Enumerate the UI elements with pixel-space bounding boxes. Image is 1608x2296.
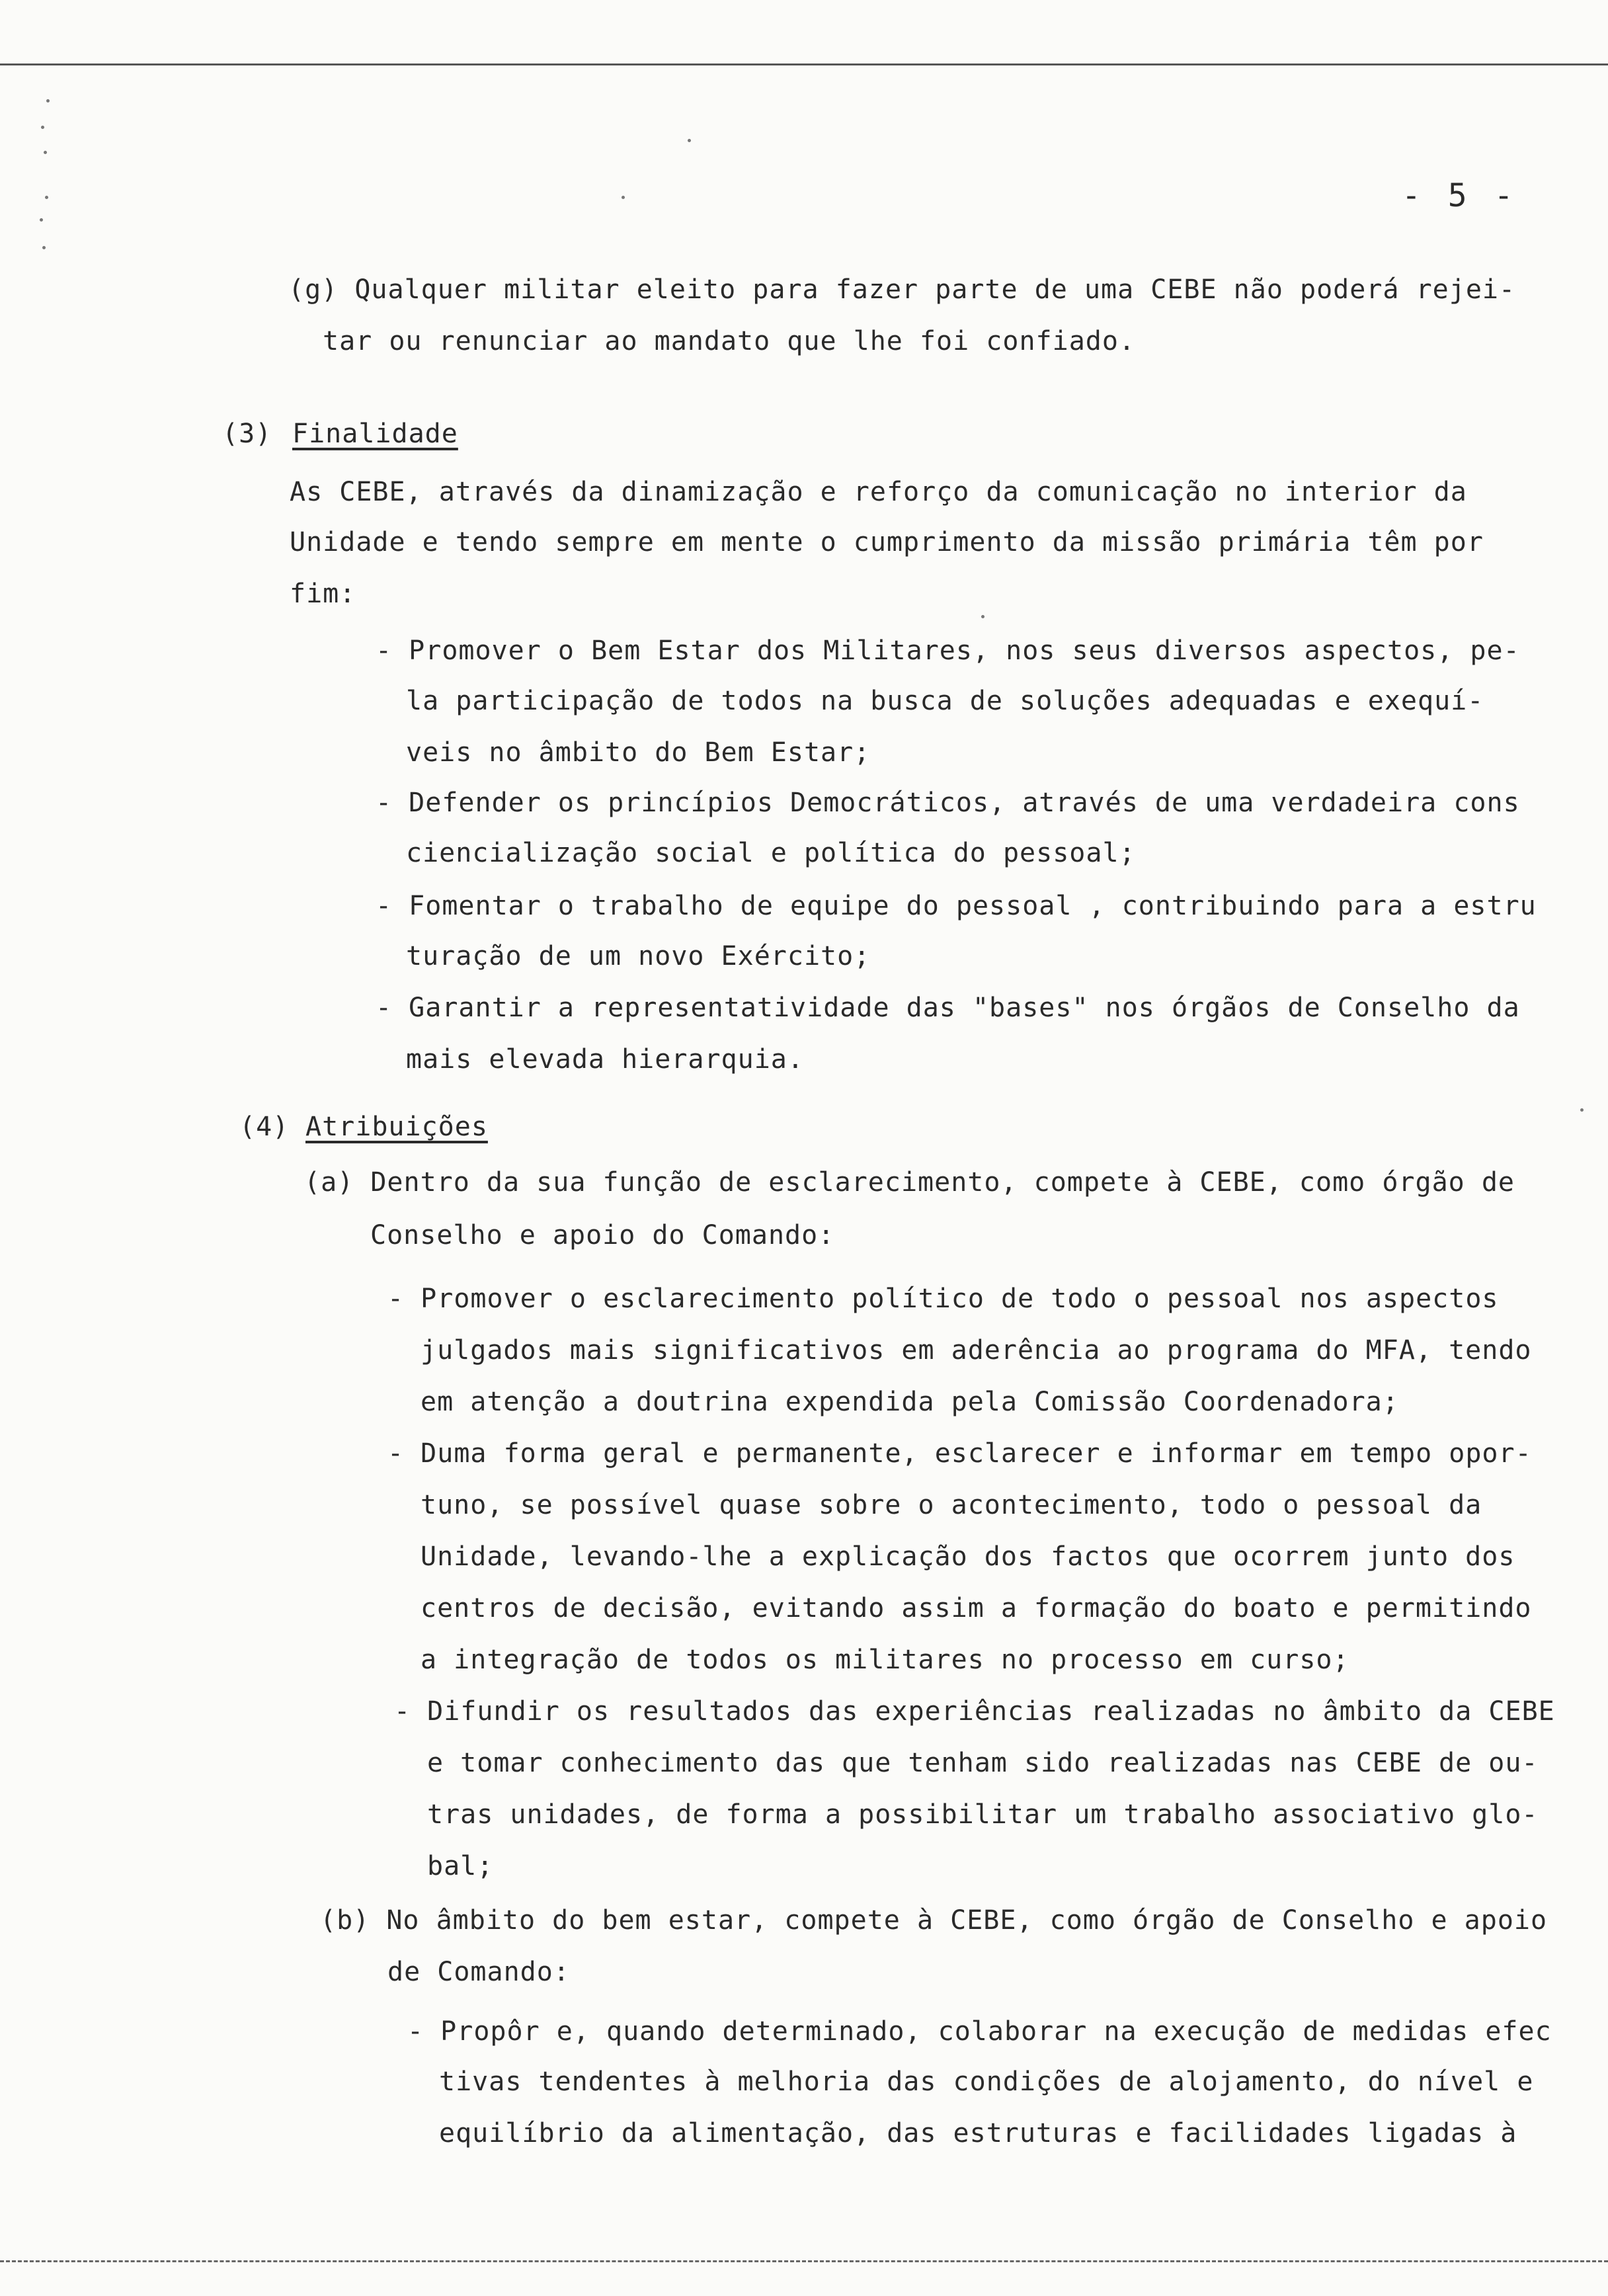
section-3-number: (3) [222, 419, 272, 449]
section-4a-bullet-3: - Difundir os resultados das experiências realizadas no âmbito da CEBE [394, 1696, 1555, 1727]
item-g-line-2: tar ou renunciar ao mandato que lhe foi confiado. [323, 326, 1136, 356]
section-3-intro-line-1: As CEBE, através da dinamização e reforço da comunicação no interior da [290, 477, 1467, 507]
scan-speck [42, 246, 46, 249]
section-3-bullet-1-cont: veis no âmbito do Bem Estar; [406, 737, 871, 768]
scan-speck [1580, 1108, 1584, 1112]
section-4a-bullet-3-cont: tras unidades, de forma a possibilitar um trabalho associativo glo- [427, 1799, 1539, 1830]
section-4a-bullet-2-cont: tuno, se possível quase sobre o acontecimento, todo o pessoal da [421, 1490, 1482, 1520]
section-4a-bullet-2-cont: centros de decisão, evitando assim a formação do boato e permitindo [421, 1593, 1532, 1623]
section-4b-intro-line-2: de Comando: [387, 1957, 570, 1987]
section-4a-bullet-3-cont: e tomar conhecimento das que tenham sido realizadas nas CEBE de ou- [427, 1748, 1539, 1778]
scan-speck [46, 99, 50, 102]
section-3-intro-line-3: fim: [290, 579, 356, 609]
section-3-bullet-3-cont: turação de um novo Exército; [406, 941, 871, 971]
section-4-number: (4) [239, 1112, 290, 1142]
top-rule [0, 63, 1608, 65]
bottom-rule [0, 2260, 1608, 2262]
section-3-bullet-3: - Fomentar o trabalho de equipe do pessoal , contribuindo para a estru [376, 891, 1537, 921]
section-3-bullet-1-cont: la participação de todos na busca de soluções adequadas e exequí- [406, 686, 1484, 716]
page-number: - 5 - [1402, 177, 1517, 214]
scan-speck [688, 139, 691, 142]
section-3-heading: Finalidade [292, 419, 458, 449]
section-4-heading: Atribuições [305, 1112, 488, 1142]
section-4a-bullet-1-cont: julgados mais significativos em aderência ao programa do MFA, tendo [421, 1335, 1532, 1366]
section-4a-bullet-1-cont: em atenção a doutrina expendida pela Comissão Coordenadora; [421, 1387, 1399, 1417]
scan-speck [41, 126, 44, 129]
section-3-bullet-4: - Garantir a representatividade das "bases" nos órgãos de Conselho da [376, 993, 1520, 1023]
section-4a-bullet-2-cont: Unidade, levando-lhe a explicação dos factos que ocorrem junto dos [421, 1541, 1515, 1572]
section-4a-bullet-2: - Duma forma geral e permanente, esclarecer e informar em tempo opor- [387, 1438, 1532, 1469]
section-4b-bullet-1-cont: tivas tendentes à melhoria das condições de alojamento, do nível e [439, 2067, 1534, 2097]
scan-speck [45, 196, 48, 199]
item-g-line-1: (g) Qualquer militar eleito para fazer parte de uma CEBE não poderá rejei- [288, 274, 1516, 305]
scan-speck [622, 196, 625, 199]
section-3-intro-line-2: Unidade e tendo sempre em mente o cumprimento da missão primária têm por [290, 527, 1484, 557]
section-3-bullet-2: - Defender os princípios Democráticos, através de uma verdadeira cons [376, 788, 1520, 818]
section-3-bullet-1: - Promover o Bem Estar dos Militares, nos seus diversos aspectos, pe- [376, 636, 1520, 666]
section-4b-intro-line-1: (b) No âmbito do bem estar, compete à CEBE, como órgão de Conselho e apoio [320, 1905, 1548, 1936]
section-4a-bullet-2-cont: a integração de todos os militares no processo em curso; [421, 1645, 1349, 1675]
scan-speck [981, 615, 985, 618]
section-4a-intro-line-1: (a) Dentro da sua função de esclarecimento, compete à CEBE, como órgão de [304, 1167, 1515, 1198]
scan-speck [44, 151, 47, 154]
section-4a-bullet-1: - Promover o esclarecimento político de todo o pessoal nos aspectos [387, 1284, 1499, 1314]
section-4a-intro-line-2: Conselho e apoio do Comando: [370, 1220, 835, 1250]
section-4b-bullet-1: - Propôr e, quando determinado, colaborar na execução de medidas efec [407, 2016, 1552, 2047]
section-4a-bullet-3-cont: bal; [427, 1851, 494, 1881]
scan-speck [40, 218, 43, 222]
section-4b-bullet-1-cont: equilíbrio da alimentação, das estruturas e facilidades ligadas à [439, 2118, 1517, 2149]
section-3-bullet-4-cont: mais elevada hierarquia. [406, 1044, 804, 1075]
section-3-bullet-2-cont: ciencialização social e política do pessoal; [406, 838, 1136, 868]
